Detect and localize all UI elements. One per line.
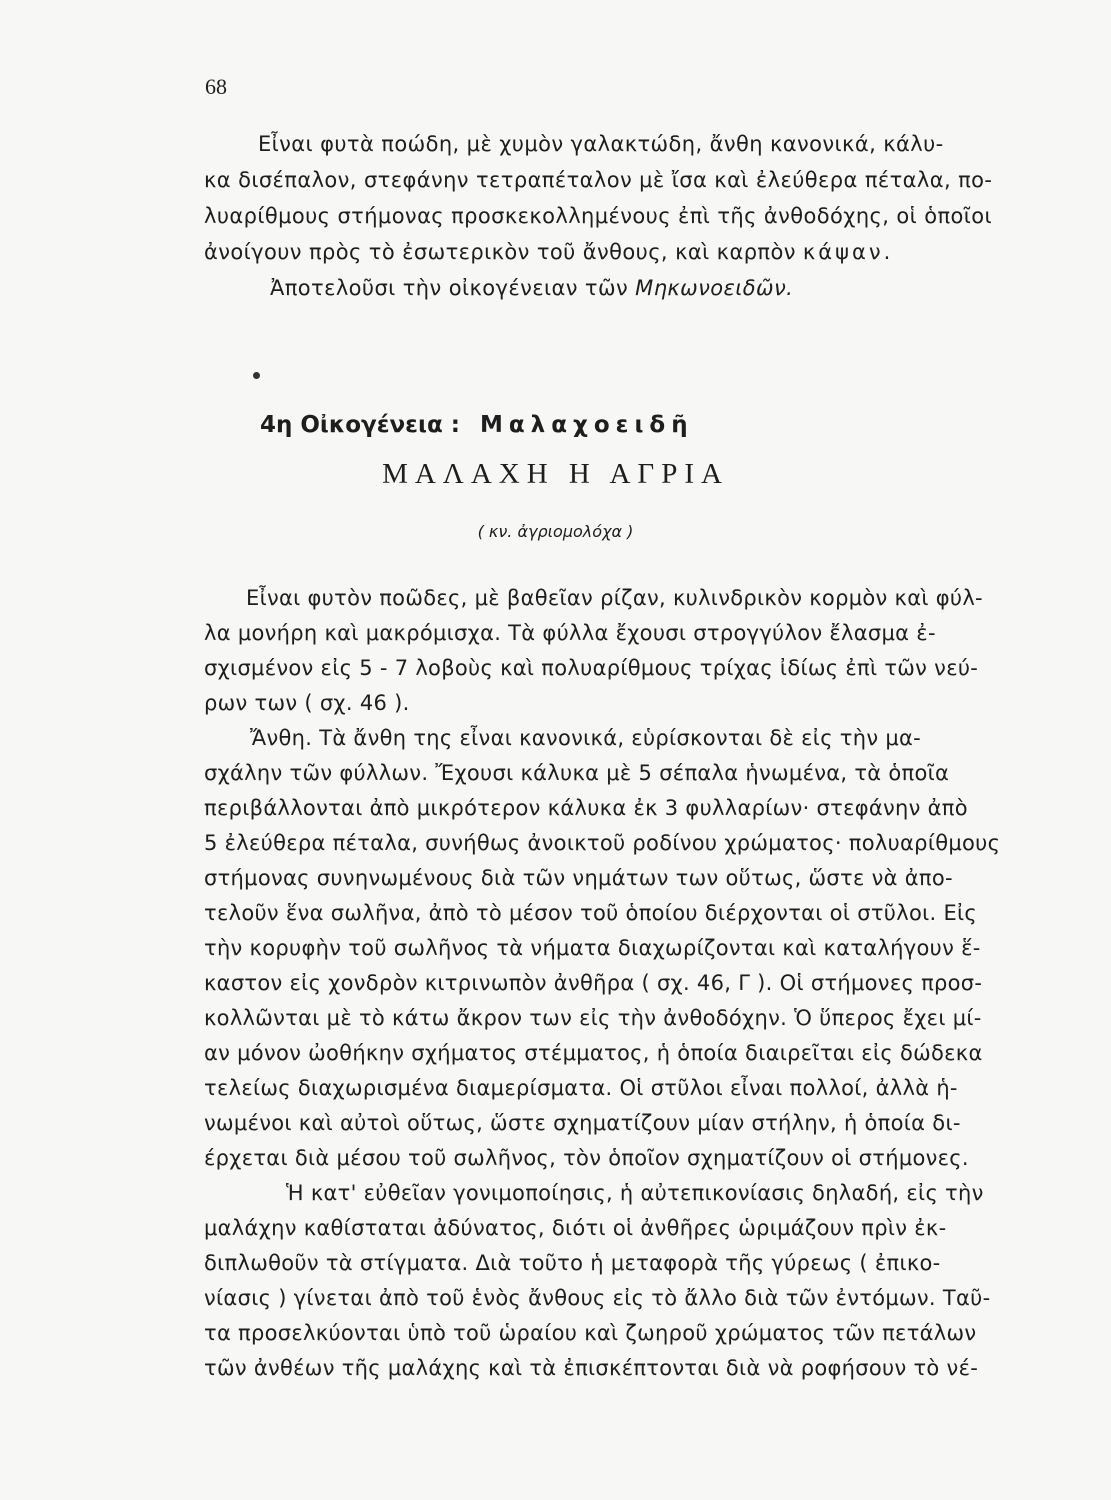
text-line: κα δισέπαλον, στεφάνην τετραπέταλον μὲ ἴσα καὶ ἐλεύθερα πέταλα, πο- <box>204 168 993 192</box>
text-line <box>270 274 793 302</box>
section-heading <box>260 412 694 438</box>
plant-title: ΜΑΛΑΧΗ Η ΑΓΡΙΑ <box>382 458 729 490</box>
text-line: καστον εἰς χονδρὸν κιτρινωπὸν ἀνθῆρα ( σχ. 46, Γ ). Οἱ στήμονες προσ- <box>204 971 983 995</box>
text-line: ρων των ( σχ. 46 ). <box>204 691 410 715</box>
bullet-mark <box>253 372 260 379</box>
text-fragment: Ἀποτελοῦσι τὴν οἰκογένειαν τῶν <box>270 276 629 300</box>
text-line: λα μονήρη καὶ μακρόμισχα. Τὰ φύλλα ἔχουσι στρογγύλον ἔλασμα ἐ- <box>204 621 936 645</box>
text-line: Εἶναι φυτὸν ποῶδες, μὲ βαθεῖαν ρίζαν, κυλινδρικὸν κορμὸν καὶ φύλ- <box>246 586 983 610</box>
common-name: ( κν. ἀγριομολόχα ) <box>477 522 634 541</box>
heading-label: 4η Οἰκογένεια : <box>260 412 460 438</box>
text-line: κολλῶνται μὲ τὸ κάτω ἄκρον των εἰς τὴν ἀνθοδόχην. Ὁ ὕπερος ἔχει μί- <box>204 1006 982 1030</box>
emphasized-word: κάψαν. <box>802 240 894 264</box>
heading-family: Μαλαχοειδῆ <box>479 412 694 438</box>
text-line: 5 ἐλεύθερα πέταλα, συνήθως ἀνοικτοῦ ροδίνου χρώματος· πολυαρίθμους <box>204 831 1001 855</box>
text-line: Εἶναι φυτὰ ποώδη, μὲ χυμὸν γαλακτώδη, ἄνθη κανονικά, κάλυ- <box>258 132 944 156</box>
text-line: νωμένοι καὶ αὐτοὶ οὕτως, ὥστε σχηματίζουν μίαν στήλην, ἡ ὁποία δι- <box>204 1111 961 1135</box>
text-line: λυαρίθμους στήμονας προσκεκολλημένους ἐπὶ τῆς ἀνθοδόχης, οἱ ὁποῖοι <box>204 204 993 228</box>
text-line: τελείως διαχωρισμένα διαμερίσματα. Οἱ στῦλοι εἶναι πολλοί, ἀλλὰ ἡ- <box>204 1076 958 1100</box>
text-line: σχισμένον εἰς 5 - 7 λοβοὺς καὶ πολυαρίθμους τρίχας ἰδίως ἐπὶ τῶν νεύ- <box>204 656 979 680</box>
page-number: 68 <box>205 74 227 99</box>
text-line <box>204 238 893 266</box>
text-line: τα προσελκύονται ὑπὸ τοῦ ὡραίου καὶ ζωηροῦ χρώματος τῶν πετάλων <box>204 1321 977 1345</box>
text-line: τελοῦν ἕνα σωλῆνα, ἀπὸ τὸ μέσον τοῦ ὁποίου διέρχονται οἱ στῦλοι. Εἰς <box>204 901 978 925</box>
text-line: διπλωθοῦν τὰ στίγματα. Διὰ τοῦτο ἡ μεταφορὰ τῆς γύρεως ( ἐπικο- <box>204 1251 941 1275</box>
text-line: περιβάλλονται ἀπὸ μικρότερον κάλυκα ἐκ 3 φυλλαρίων· στεφάνην ἀπὸ <box>204 796 968 820</box>
text-line: Ἡ κατ' εὐθεῖαν γονιμοποίησις, ἡ αὐτεπικονίασις δηλαδή, εἰς τὴν <box>286 1181 984 1205</box>
text-fragment: ἀνοίγουν πρὸς τὸ ἐσωτερικὸν τοῦ ἄνθους, καὶ καρπὸν <box>204 240 796 264</box>
text-line: αν μόνον ὠοθήκην σχήματος στέμματος, ἡ ὁποία διαιρεῖται εἰς δώδεκα <box>204 1041 983 1065</box>
text-line: έρχεται διὰ μέσου τοῦ σωλῆνος, τὸν ὁποῖον σχηματίζουν οἱ στήμονες. <box>204 1146 969 1170</box>
text-line: σχάλην τῶν φύλλων. Ἔχουσι κάλυκα μὲ 5 σέπαλα ἡνωμένα, τὰ ὁποῖα <box>204 761 950 785</box>
emphasized-word: Μηκωνοειδῶν. <box>635 276 794 300</box>
text-line: τὴν κορυφὴν τοῦ σωλῆνος τὰ νήματα διαχωρίζονται καὶ καταλήγουν ἕ- <box>204 936 981 960</box>
text-line: μαλάχην καθίσταται ἀδύνατος, διότι οἱ ἀνθῆρες ὡριμάζουν πρὶν ἐκ- <box>204 1216 947 1240</box>
text-line: νίασις ) γίνεται ἀπὸ τοῦ ἑνὸς ἄνθους εἰς τὸ ἄλλο διὰ τῶν ἐντόμων. Ταῦ- <box>204 1286 991 1310</box>
text-line: τῶν ἀνθέων τῆς μαλάχης καὶ τὰ ἐπισκέπτονται διὰ νὰ ροφήσουν τὸ νέ- <box>204 1356 979 1380</box>
text-line: στήμονας συνηνωμένους διὰ τῶν νημάτων των οὕτως, ὥστε νὰ ἀπο- <box>204 866 953 890</box>
text-line: Ἄνθη. Τὰ ἄνθη της εἶναι κανονικά, εὑρίσκονται δὲ εἰς τὴν μα- <box>250 726 922 750</box>
